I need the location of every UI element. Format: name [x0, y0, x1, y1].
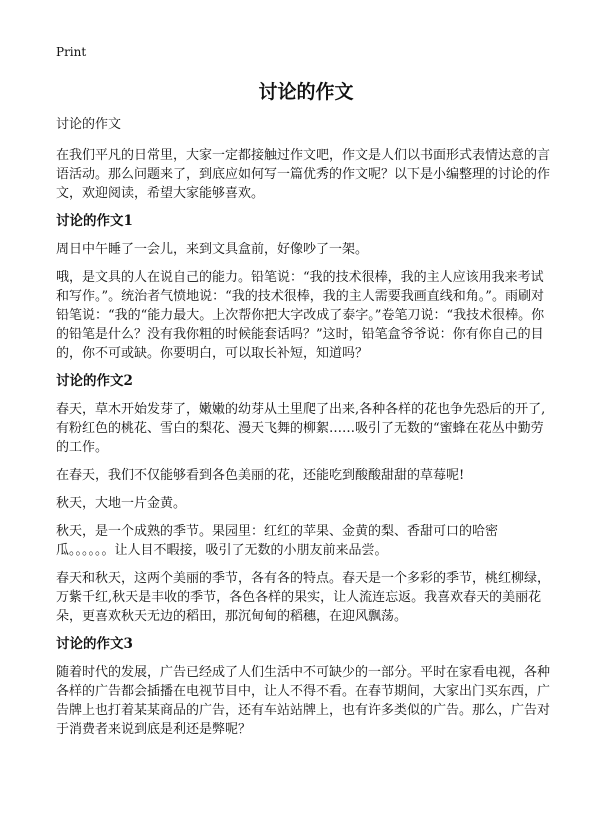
intro-paragraph: 在我们平凡的日常里，大家一定都接触过作文吧，作文是人们以书面形式表情达意的言语活动。那么问题来了，到底应如何写一篇优秀的作文呢？以下是小编整理的讨论的作文，欢迎阅读，希望大家能够喜欢。 — [56, 148, 551, 201]
section-heading-2: 讨论的作文2 — [56, 373, 133, 389]
section-heading-3: 讨论的作文3 — [56, 636, 133, 652]
section-1-paragraph-1: 周日中午睡了一会儿，来到文具盒前，好像吵了一架。 — [56, 242, 369, 257]
section-2-paragraph-5: 春天和秋天，这两个美丽的季节，各有各的特点。春天是一个多彩的季节，桃红柳绿，万紫千红,秋天是丰收的季节，各色各样的果实，让人流连忘返。我喜欢春天的美丽花朵，更喜欢秋天无边的稻田，那沉甸甸的稻穗，在迎风飘荡。 — [56, 571, 551, 624]
section-2-paragraph-1: 春天，草木开始发芽了，嫩嫩的幼芽从土里爬了出来,各种各样的花也争先恐后的开了,有粉红色的桃花、雪白的梨花、漫天飞舞的柳絮……吸引了无数的“蜜蜂在花丛中勤劳的工作。 — [56, 402, 546, 455]
section-3-paragraph-1: 随着时代的发展，广告已经成了人们生活中不可缺少的一部分。平时在家看电视，各种各样的广告都会插播在电视节目中，让人不得不看。在春节期间，大家出门买东西，广告牌上也打着某某商品的广告，还有车站站牌上，也有许多类似的广告。那么，广告对于消费者来说到底是利还是弊呢？ — [56, 665, 551, 737]
section-2-paragraph-4: 秋天，是一个成熟的季节。果园里：红红的苹果、金黄的梨、香甜可口的哈密瓜。。。。。。让人目不暇接，吸引了无数的小朋友前来品尝。 — [56, 524, 499, 558]
section-1-paragraph-2: 哦，是文具的人在说自己的能力。铅笔说：“我的技术很棒，我的主人应该用我来考试和写作。”。统治者气愤地说：“我的技术很棒，我的主人需要我画直线和角。”。雨刷对铅笔说：“我的“能力最大。上次帮你把大字改成了泰字。”卷笔刀说：“我技术很棒。你的铅笔是什么？没有我你粗的时候能套话吗？”这时，铅笔盒爷爷说：你有你自己的目的，你不可或缺。你要明白，可以取长补短，知道吗？ — [56, 270, 545, 361]
section-2-paragraph-3: 秋天，大地一片金黄。 — [56, 496, 187, 511]
page-title: 讨论的作文 — [258, 81, 354, 103]
section-heading-1: 讨论的作文1 — [56, 213, 133, 229]
document-page — [56, 44, 556, 748]
document-subtitle: 讨论的作文 — [56, 117, 122, 132]
print-link[interactable]: Print — [56, 45, 87, 59]
section-2-paragraph-2: 在春天，我们不仅能够看到各色美丽的花，还能吃到酸酸甜甜的草莓呢! — [56, 468, 465, 483]
